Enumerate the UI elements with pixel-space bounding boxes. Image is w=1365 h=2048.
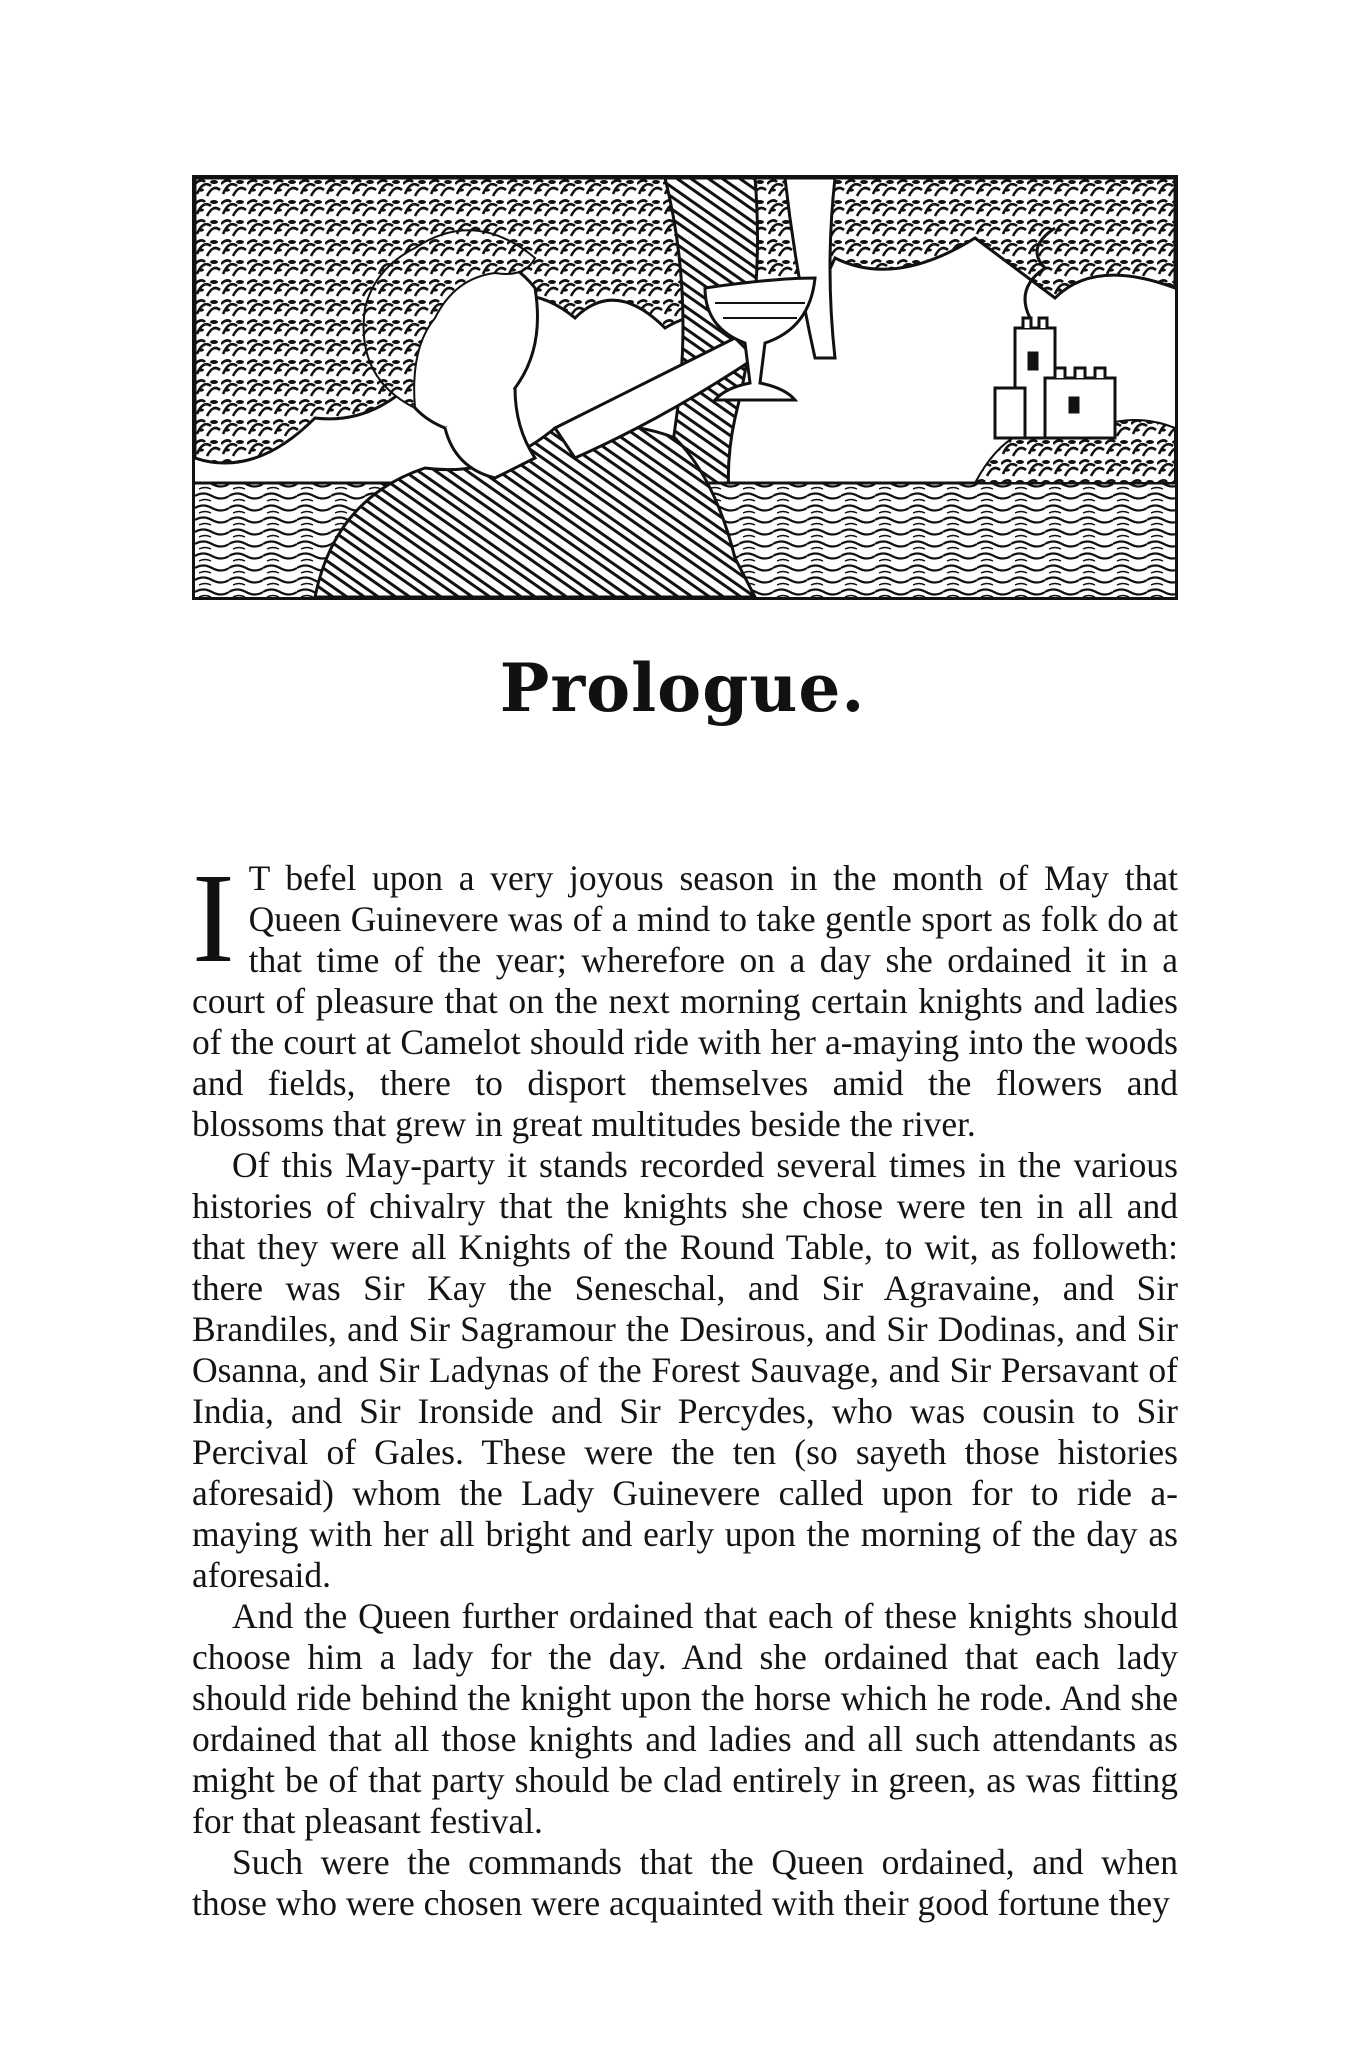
paragraph bbox=[192, 847, 1178, 1145]
paragraph: And the Queen further ordained that each of these knights should choose him a lady for the day. And she ordained that each lady should ride behind the knight upon the horse which he rode. And she ordained that all those knights and ladies and all such attendants as might be of that party should be clad entirely in green, as was fitting for that pleasant festival. bbox=[192, 1596, 1178, 1841]
drop-cap: I bbox=[192, 847, 235, 989]
paragraph-text: T befel upon a very joyous season in the month of May that Queen Guinevere was of a mind to take gentle sport as folk do at that time of the year; wherefore on a day she ordained it in a court of pleasure that on the next morning certain knights and ladies of the court at Camelot should ride with her a-maying into the woods and fields, there to disport themselves amid the flowers and blossoms that grew in great multitudes beside the river. bbox=[192, 858, 1178, 1144]
header-illustration bbox=[192, 175, 1178, 600]
chapter-title: Prologue. bbox=[499, 649, 866, 727]
paragraph: Of this May-party it stands recorded several times in the various histories of chivalry that the knights she chose were ten in all and that they were all Knights of the Round Table, to wit, as followeth: there was Sir Kay the Seneschal, and Sir Agravaine, and Sir Brandiles, and Sir Sagramour the Desirous, and Sir Dodinas, and Sir Osanna, and Sir Ladynas of the Forest Sauvage, and Sir Persavant of India, and Sir Ironside and Sir Percydes, who was cousin to Sir Percival of Gales. These were the ten (so sayeth those histories aforesaid) whom the Lady Guinevere called upon for to ride a-maying with her all bright and early upon the morning of the day as aforesaid. bbox=[192, 1145, 1178, 1595]
paragraph: Such were the commands that the Queen ordained, and when those who were chosen were acquainted with their good fortune they bbox=[192, 1842, 1178, 1923]
body-text bbox=[192, 847, 1178, 1924]
